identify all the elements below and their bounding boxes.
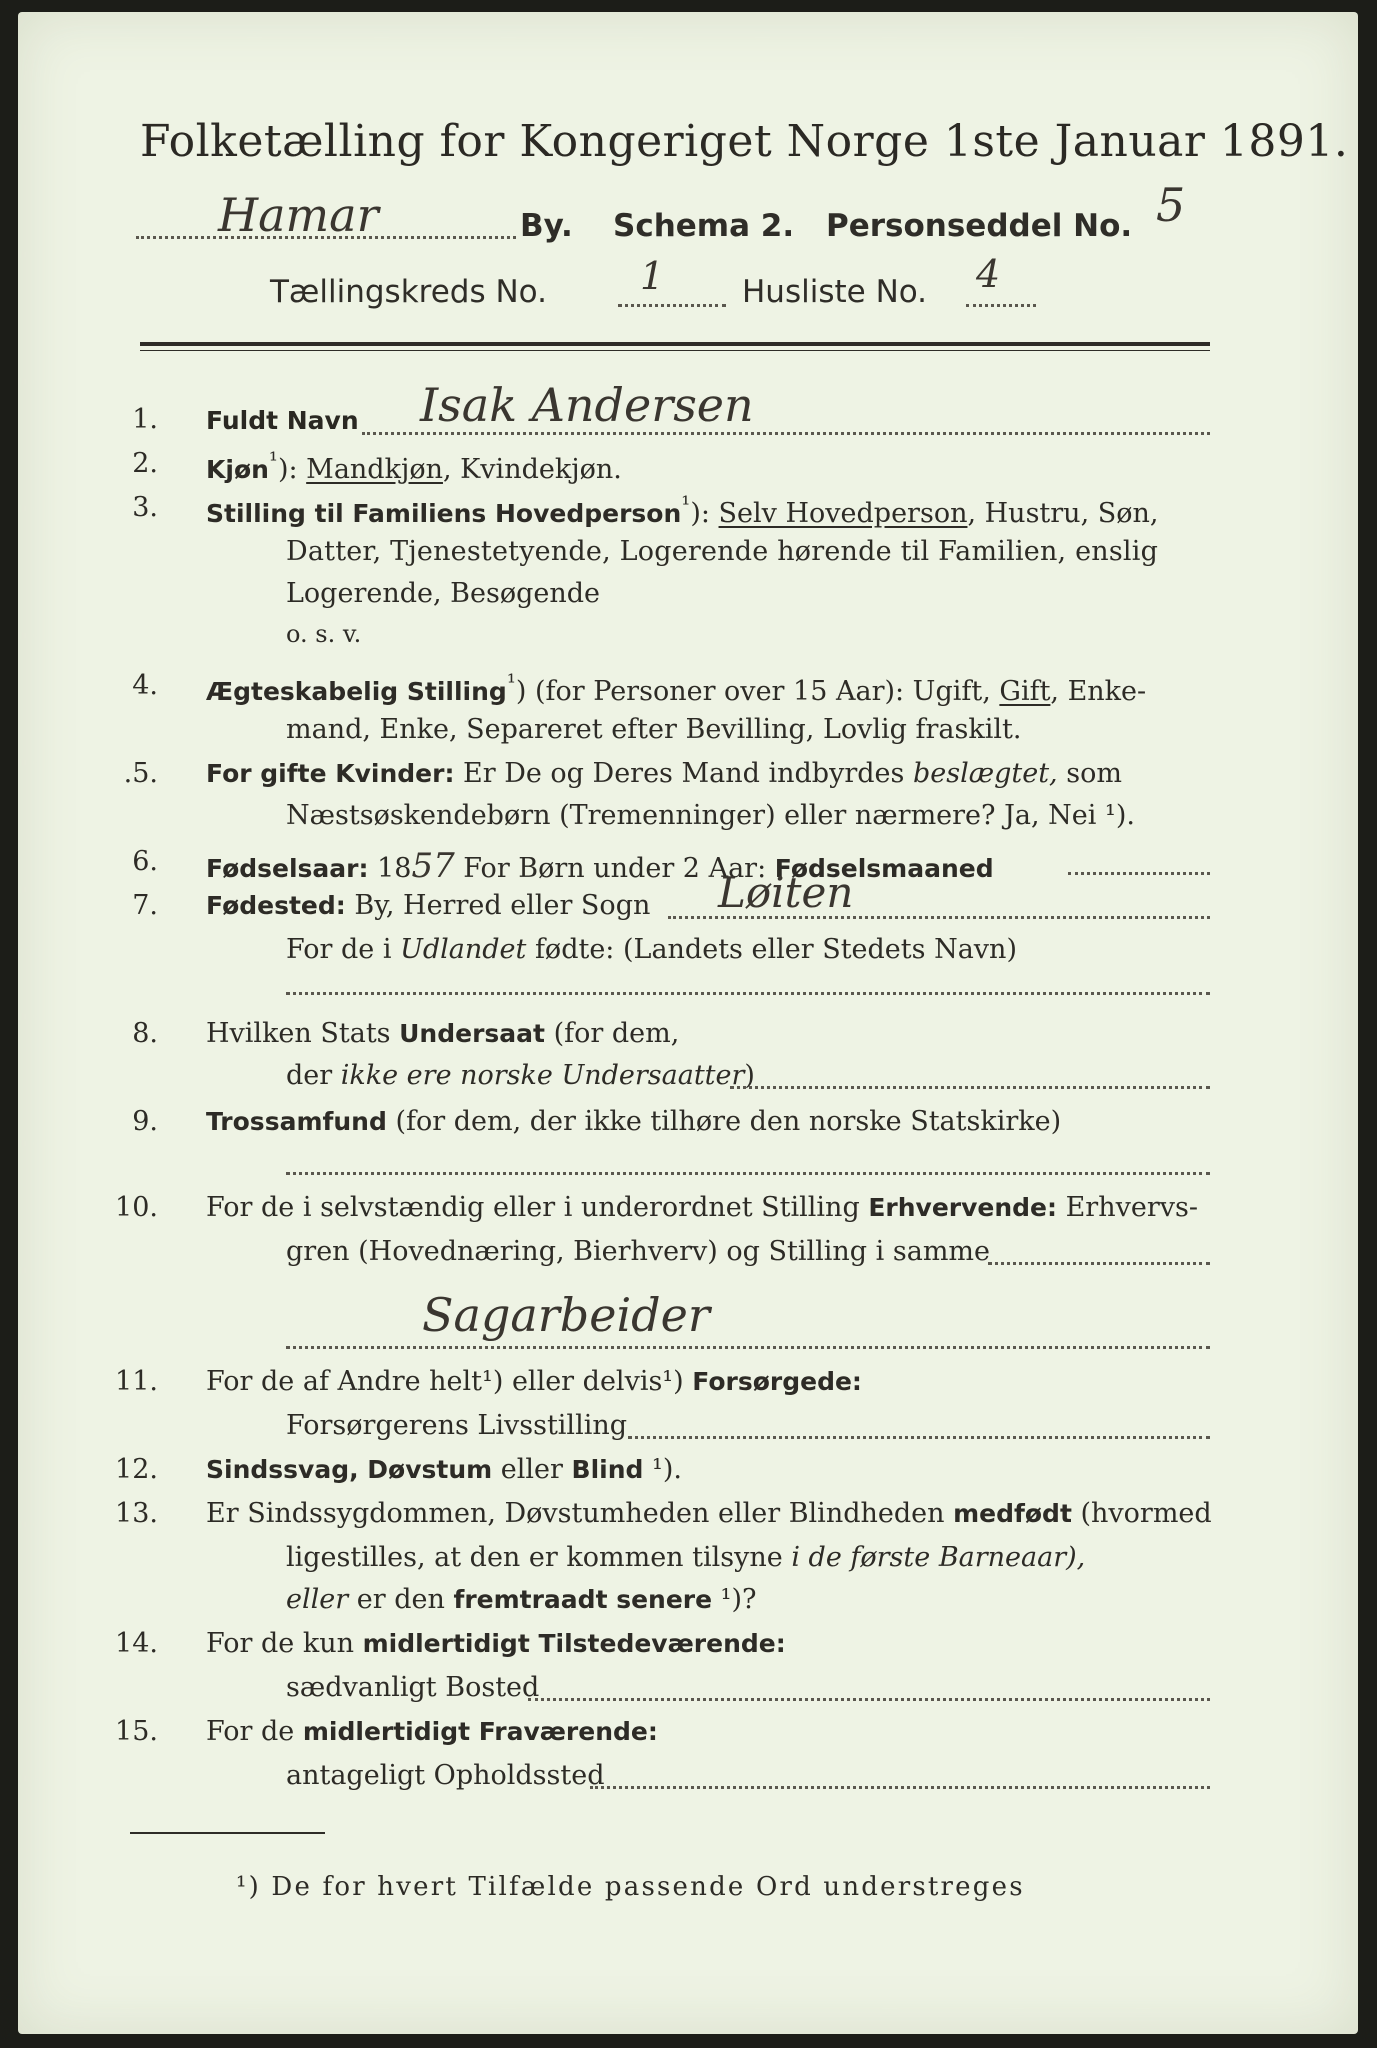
q11-label: Forsørgede: [692,1367,862,1396]
q3-line3: Logerende, Besøgende [286,578,600,609]
q5-line2: Næstsøskendebørn (Tremenninger) eller nærmere? Ja, Nei ¹). [286,800,1135,831]
q13-line3c: ¹)? [712,1584,757,1615]
q6-field-line [1068,872,1210,875]
q12-label: Sindssvag, Døvstum [206,1455,493,1484]
kreds-handwritten: 1 [640,254,665,298]
q12-number: 12. [115,1454,158,1485]
q11-rest: For de af Andre helt¹) eller delvis¹) [206,1366,693,1397]
q7-field-line2 [286,992,1210,995]
q15-field-line [590,1786,1210,1789]
q1-label: Fuldt Navn [206,406,359,435]
q8-label: Undersaat [399,1019,545,1048]
q11-number: 11. [115,1366,158,1397]
q15-label: midlertidigt Fraværende: [302,1717,658,1746]
schema-label: Schema 2. [613,208,795,244]
q8-rest2: (for dem, [544,1018,680,1049]
q8-line1 [206,1018,679,1049]
q1-number: 1. [132,404,158,435]
q7-number: 7. [132,890,158,921]
census-form [18,12,1358,2034]
q8-number: 8. [132,1018,158,1049]
q8-line2 [286,1060,755,1091]
q5-label: For gifte Kvinder: [206,759,455,788]
q13-rest2: (hvormed [1071,1498,1212,1529]
q14-rest: For de kun [206,1628,363,1659]
q10-line2: gren (Hovednæring, Bierhverv) og Stilling i samme [286,1236,991,1267]
q8-line2a: der [286,1060,341,1091]
q2-rest: ): [277,454,307,485]
q6-rest: For Børn under 2 Aar: [454,853,775,884]
q13-number: 13. [115,1498,158,1529]
q5-italic: beslægtet, [912,758,1058,789]
q5-line1 [206,758,1122,789]
q15-line1 [206,1716,658,1747]
q2-label: Kjøn [206,455,269,484]
q7-line2-italic: Udlandet [400,934,527,965]
q3-line1 [206,492,1158,529]
q5-rest: Er De og Deres Mand indbyrdes [454,758,913,789]
q1-answer: Isak Andersen [420,378,754,432]
q15-line2: antageligt Opholdssted [286,1760,605,1791]
q4-number: 4. [132,670,158,701]
personseddel-handwritten: 5 [1156,178,1186,232]
q6-label: Fødselsaar: [206,854,369,883]
q9-line1 [206,1106,1061,1137]
kreds-field-line [618,304,726,307]
q4-sup: ¹ [506,670,516,696]
q3-rest2: , Hustru, Søn, [967,498,1159,529]
q12-rest2: ¹). [643,1454,682,1485]
q10-field-line [988,1262,1210,1265]
q4-label: Ægteskabelig Stilling [206,677,507,706]
q14-label: midlertidigt Tilstedeværende: [362,1629,786,1658]
q3-label: Stilling til Familiens Hovedperson [206,499,682,528]
q3-rest: ): [690,498,719,529]
q5-number: .5. [123,758,158,789]
q4-line2: mand, Enke, Separeret efter Bevilling, Lovlig fraskilt. [286,714,1022,745]
q9-rest: (for dem, der ikke tilhøre den norske Statskirke) [386,1106,1062,1137]
husliste-field-line [966,304,1036,307]
q13-line2 [286,1542,1085,1573]
q6-number: 6. [132,846,158,877]
q13-rest: Er Sindssygdommen, Døvstumheden eller Blindheden [206,1498,954,1529]
q6-label2: Fødselsmaaned [774,854,994,883]
q15-rest: For de [206,1716,303,1747]
q8-line2-italic: ikke ere norske Undersaatter [340,1060,745,1091]
q7-line2 [286,934,1017,965]
q3-sup: ¹ [681,492,691,518]
q3-line4: o. s. v. [286,620,362,648]
city-handwritten: Hamar [218,188,379,242]
q3-number: 3. [132,492,158,523]
q8-rest: Hvilken Stats [206,1018,400,1049]
q12-label2: Blind [571,1455,644,1484]
q7-line2b: fødte: (Landets eller Stedets Navn) [526,934,1017,965]
header-rule-thick [140,342,1210,346]
q10-rest: For de i selvstændig eller i underordnet Stilling [206,1192,869,1223]
q10-field-line2 [286,1346,1210,1349]
q7-rest: By, Herred eller Sogn [345,890,651,921]
q13-line1 [206,1498,1212,1529]
q4-line1 [206,670,1146,707]
q14-line2: sædvanligt Bosted [286,1672,540,1703]
q10-answer: Sagarbeider [422,1288,710,1342]
q7-label: Fødested: [206,891,346,920]
q2-rest2: , Kvindekjøn. [442,454,622,485]
q12-line [206,1454,682,1485]
husliste-label: Husliste No. [742,274,928,310]
q8-line2b: ) [744,1060,755,1091]
q2-number: 2. [132,448,158,479]
q3-selected-option: Selv Hovedperson [718,498,968,529]
q1-field-line [362,432,1210,435]
q13-line3-bold: fremtraadt senere [453,1585,713,1614]
footnote-rule [130,1832,325,1834]
q13-line3a: er den [348,1584,454,1615]
q11-line1 [206,1366,862,1397]
q10-number: 10. [115,1192,158,1223]
q14-line1 [206,1628,786,1659]
q13-line2a: ligestilles, at den er kommen tilsyne [286,1542,792,1573]
q13-line3-italic: eller [286,1584,349,1615]
q7-line1 [206,890,650,921]
q15-number: 15. [115,1716,158,1747]
q13-line3 [286,1584,757,1615]
q2-selected-option: Mandkjøn [306,454,443,485]
q5-rest2: som [1057,758,1122,789]
q9-label: Trossamfund [206,1107,387,1136]
kreds-label: Tællingskreds No. [270,274,547,310]
q10-label: Erhvervende: [868,1193,1058,1222]
q14-number: 14. [115,1628,158,1659]
q2-line [206,448,622,485]
q14-field-line [528,1698,1210,1701]
header-rule-thin [140,350,1210,351]
husliste-handwritten: 4 [976,252,1001,296]
q2-sup: ¹ [268,448,278,474]
q8-field-line [730,1086,1210,1089]
q12-rest: eller [492,1454,572,1485]
by-label: By. [520,208,573,244]
q4-rest: ) (for Personer over 15 Aar): Ugift, [515,676,1000,707]
q3-line2: Datter, Tjenestetyende, Logerende hørende til Familien, enslig [286,536,1159,567]
q6-answer: 57 [411,846,455,886]
q13-line2-italic: i de første Barneaar), [791,1542,1086,1573]
q9-field-line [286,1172,1210,1175]
personseddel-label: Personseddel No. [826,208,1133,244]
q6-line [206,846,994,886]
q13-label: medfødt [953,1499,1072,1528]
q11-line2: Forsørgerens Livsstilling [286,1410,628,1441]
q7-line2a: For de i [286,934,401,965]
q9-number: 9. [132,1106,158,1137]
q10-line1 [206,1192,1198,1223]
q6-prefix: 18 [368,853,412,884]
form-title: Folketælling for Kongeriget Norge 1ste Januar 1891. [140,116,1349,167]
q4-rest2: , Enke- [1050,676,1147,707]
q7-answer: Løiten [718,868,854,917]
q10-rest2: Erhvervs- [1057,1192,1198,1223]
q11-field-line [628,1436,1210,1439]
q4-selected-option: Gift [999,676,1051,707]
footnote: ¹) De for hvert Tilfælde passende Ord understreges [236,1872,1025,1902]
